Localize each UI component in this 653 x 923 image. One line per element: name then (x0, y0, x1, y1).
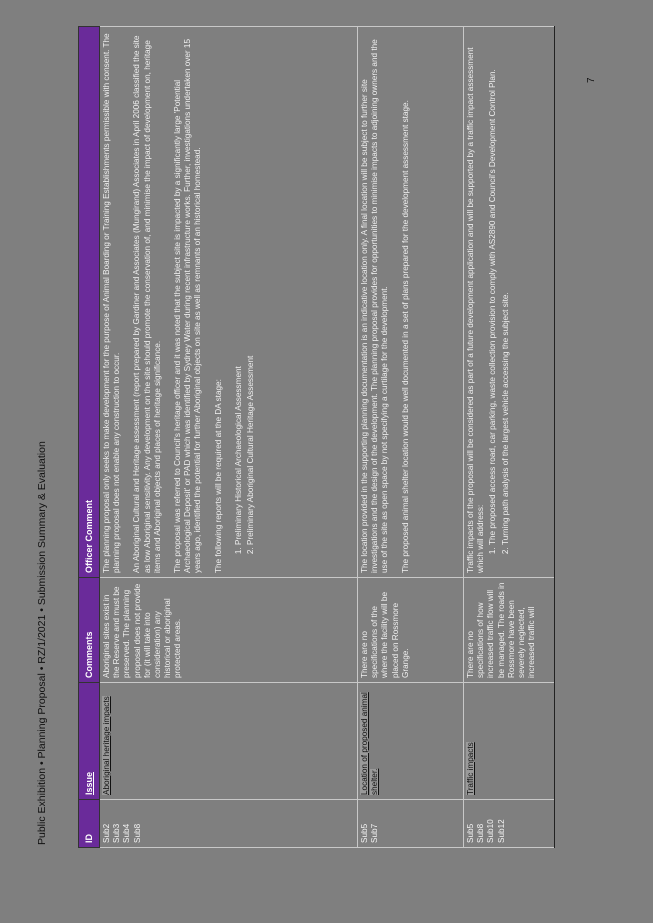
comments-cell: There are no specifications of the where the facility will be placed on Rossmore Grange. (358, 578, 464, 683)
table-header-row (79, 27, 100, 848)
officer-paragraph: The following reports will be required at the DA stage: (213, 379, 223, 573)
list-item: 1. The proposed access road, car parking, waste collection provision to comply with AS2890 and Council's Development Control Plan. (488, 31, 498, 545)
officer-paragraph: The location provided in the supporting planning documentation is an indicative location only. A final location will be subject to further site investigations and the design of the development. The planning proposal provides for opportunities to minimise impacts to adjoining owners and the use of the site as open space by not specifying a curtilage for the development. (360, 39, 390, 573)
officer-paragraph: The planning proposal only seeks to make development for the purpose of Animal Boarding or Training Establishments permissible with consent. The planning proposal does not enable any construction to occur. (102, 33, 122, 573)
officer-comment-cell (100, 27, 358, 578)
issue-label: Traffic impacts (466, 742, 475, 795)
officer-paragraph: The proposal was referred to Council's heritage officer and it was noted that the subject site is impacted by a significantly large 'Potential Archaeological Deposit' or PAD which was identified by Sydney Water during recent infrastructure works. Further, investigations undertaken over 15 years ago, identified the potential for further Aboriginal objects on site as well as remnants of an historical homestead. (173, 38, 203, 573)
list-item: 1. Preliminary Historical Archaeological Assessment (234, 31, 244, 545)
issue-label: Aboriginal heritage impacts (102, 696, 111, 795)
issue-cell (100, 683, 358, 800)
submission-id: Sub5 (466, 823, 475, 843)
submission-id: Sub4 (122, 823, 132, 843)
submission-id: Sub2 (102, 823, 111, 843)
submission-id: Sub5 (360, 823, 369, 843)
submission-id: Sub10 (486, 819, 496, 843)
submission-ids (358, 800, 464, 848)
officer-comment-cell (358, 27, 464, 578)
submission-id: Sub3 (112, 823, 122, 843)
traffic-assessment-list (488, 31, 510, 555)
officer-paragraph: An Aboriginal Cultural and Heritage assessment (report prepared by Gardiner and Associates (Mungirand) Associates in April 2006 classified the site as low Aboriginal sensitivity. Any development on the site should promote the conservation of, and minimise the impact of development on, heritage items and Aboriginal objects and places of heritage significance. (132, 35, 162, 573)
submission-id: Sub12 (496, 819, 506, 843)
column-header-issue (79, 683, 100, 800)
page-number: 7 (586, 77, 597, 83)
officer-paragraph: The proposed animal shelter location would be well documented in a set of plans prepared for the development assessment stage. (400, 100, 410, 573)
issue-label: Location of proposed animal shelter. (360, 692, 380, 795)
comments-cell: Aboriginal sites exist in the Reserve and must be preserved. The planning proposal does not provide for (it will take into consideration) any historical or aboriginal protected areas. (100, 578, 358, 683)
column-header-officer-comment: Officer Comment (79, 27, 100, 578)
table-row (100, 27, 358, 848)
officer-paragraph: Traffic impacts of the proposal will be considered as part of a future development application and will be supported by a traffic impact assessment which will address: (466, 47, 486, 573)
issue-cell (358, 683, 464, 800)
issue-cell (464, 683, 555, 800)
submission-table (78, 26, 555, 848)
comments-cell: There are no specifications of how increased traffic flow will be managed. The roads in Rossmore have been severely neglected, increased traffic will (464, 578, 555, 683)
submission-id: Sub7 (370, 823, 380, 843)
table-row (464, 27, 555, 848)
page-title: Public Exhibition • Planning Proposal • RZ/1/2021 • Submission Summary & Evaluation (36, 441, 48, 845)
list-item: 2. Turning path analysis of the largest vehicle accessing the subject site. (501, 31, 511, 545)
required-reports-list (234, 31, 256, 555)
officer-comment-cell (464, 27, 555, 578)
column-header-id: ID (79, 800, 100, 848)
column-header-comments: Comments (79, 578, 100, 683)
list-item: 2. Preliminary Aboriginal Cultural Heritage Assessment (246, 31, 256, 545)
submission-id: Sub8 (132, 823, 142, 843)
submission-ids (100, 800, 358, 848)
submission-ids (464, 800, 555, 848)
table-row (358, 27, 464, 848)
submission-id: Sub8 (476, 823, 486, 843)
issue-header-label: Issue (83, 771, 94, 795)
